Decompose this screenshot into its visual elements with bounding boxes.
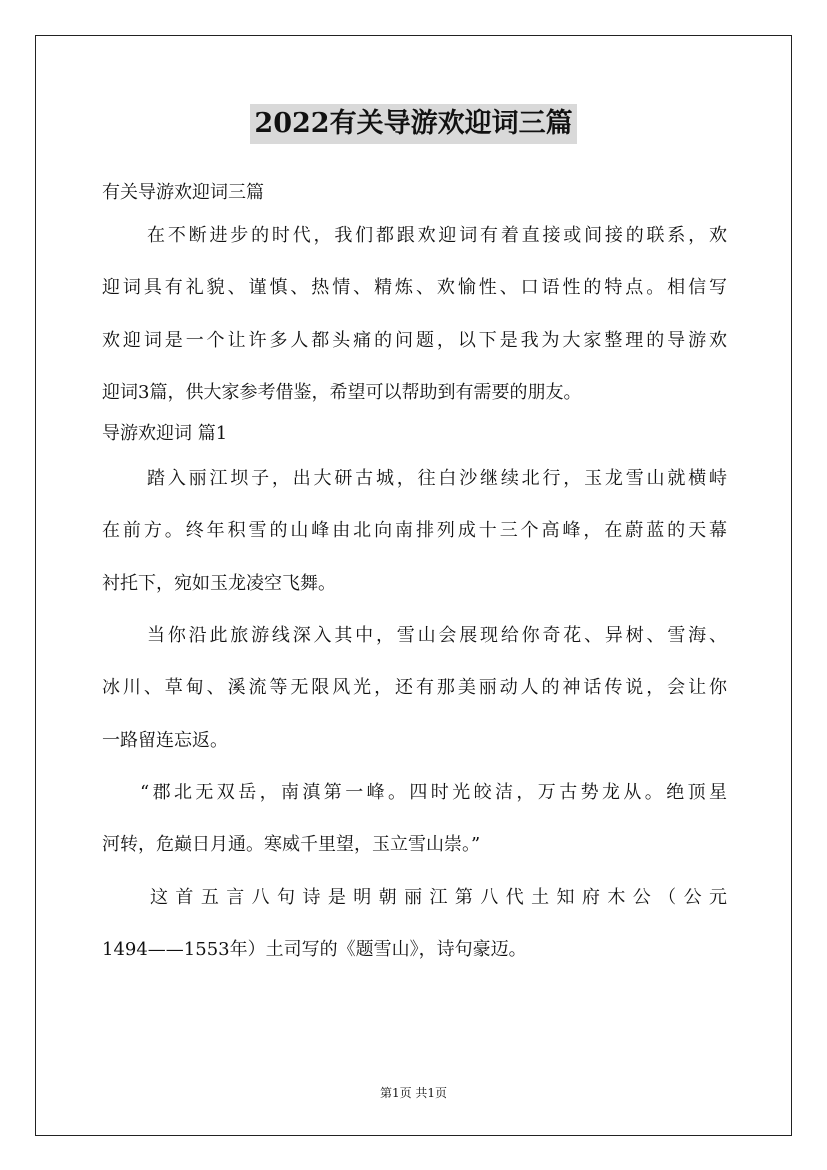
document-title: 2022有关导游欢迎词三篇 [250,104,576,144]
page-footer: 第1页 共1页 [379,1086,448,1100]
paragraph-line: 河转，危巅日月通。寒威千里望，玉立雪山崇。” [102,834,481,856]
title-container [0,104,827,144]
intro-line: 迎词具有礼貌、谨慎、热情、精炼、欢愉性、口语性的特点。相信写 [102,277,727,299]
paragraph-3 [102,767,727,872]
section-heading: 导游欢迎词 篇1 [102,423,228,445]
paragraph-4 [102,872,727,977]
intro-line: 欢迎词是一个让许多人都头痛的问题，以下是我为大家整理的导游欢 [102,329,727,351]
paragraph-line: 在前方。终年积雪的山峰由北向南排列成十三个高峰，在蔚蓝的天幕 [102,520,727,542]
paragraph-line: 衬托下，宛如玉龙凌空飞舞。 [102,572,336,594]
paragraph-line: 这首五言八句诗是明朝丽江第八代土知府木公（公元 [150,886,727,908]
paragraph-line: 1494——1553年）土司写的《题雪山》，诗句豪迈。 [102,938,527,960]
paragraph-line: 冰川、草甸、溪流等无限风光，还有那美丽动人的神话传说，会让你 [102,677,727,699]
paragraph-line: 踏入丽江坝子，出大研古城，往白沙继续北行，玉龙雪山就横峙 [147,468,727,490]
paragraph-line: 当你沿此旅游线深入其中，雪山会展现给你奇花、异树、雪海、 [147,625,727,647]
document-body [102,176,727,976]
subtitle: 有关导游欢迎词三篇 [102,182,264,203]
intro-line: 迎词3篇，供大家参考借鉴，希望可以帮助到有需要的朋友。 [102,381,582,403]
intro-paragraph [102,210,727,419]
paragraph-line: 一路留连忘返。 [102,729,228,751]
paragraph-line: “郡北无双岳，南滇第一峰。四时光皎洁，万古势龙从。绝顶星 [140,781,727,803]
paragraph-1 [102,453,727,610]
paragraph-2 [102,610,727,767]
intro-line: 在不断进步的时代，我们都跟欢迎词有着直接或间接的联系，欢 [147,225,727,246]
